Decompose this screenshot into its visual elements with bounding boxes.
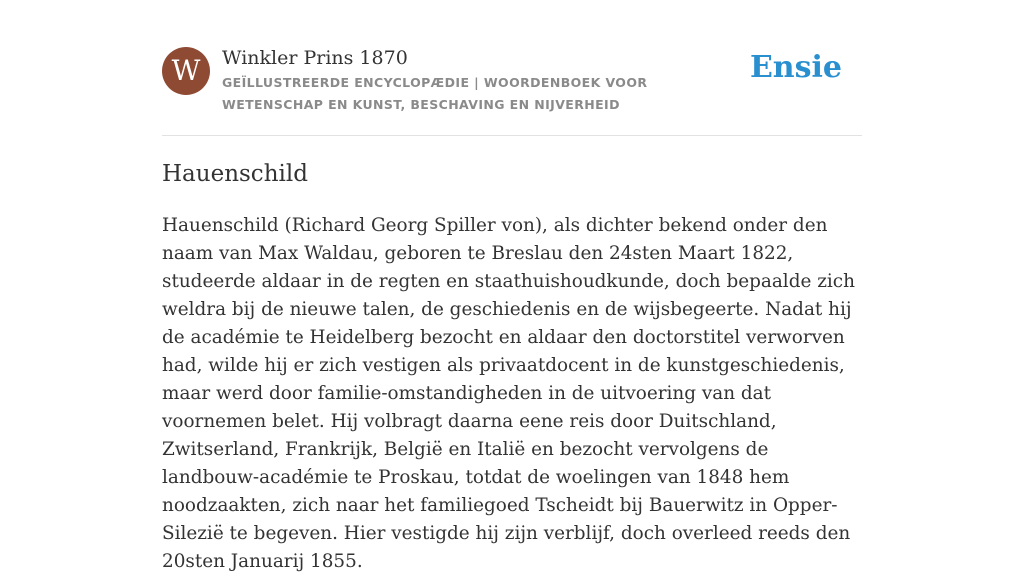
source-header	[162, 44, 862, 134]
entry-title: Hauenschild	[162, 161, 308, 187]
source-title[interactable]: Winkler Prins 1870	[222, 47, 408, 69]
ensie-logo[interactable]: Ensie	[749, 50, 842, 85]
header-divider	[162, 135, 862, 136]
source-subtitle: GEÏLLUSTREERDE ENCYCLOPÆDIE | WOORDENBOEK VOOR WETENSCHAP EN KUNST, BESCHAVING EN NIJVERHEID	[222, 75, 648, 112]
source-avatar[interactable]: W	[162, 47, 210, 95]
entry-body: Hauenschild (Richard Georg Spiller von), als dichter bekend onder den naam van Max Waldau, geboren te Breslau den 24sten Maart 1822, studeerde aldaar in de regten en staathuishoudkunde, doch bepaalde zich weldra bij de nieuwe talen, de geschiedenis en de wijsbegeerte. Nadat hij de académie te Heidelberg bezocht en aldaar den doctorstitel verworven had, wilde hij er zich vestigen als privaatdocent in de kunstgeschiedenis, maar werd door familie-omstandigheden in de uitvoering van dat voornemen belet. Hij volbragt daarna eene reis door Duitschland, Zwitserland, Frankrijk, België en Italië en bezocht vervolgens de landbouw-académie te Proskau, totdat de woelingen van 1848 hem noodzaakten, zich naar het familiegoed Tscheidt bij Bauerwitz in Opper-Silezië te begeven. Hier vestigde hij zijn verblijf, doch overleed reeds den 20sten Januarij 1855.	[162, 215, 855, 572]
